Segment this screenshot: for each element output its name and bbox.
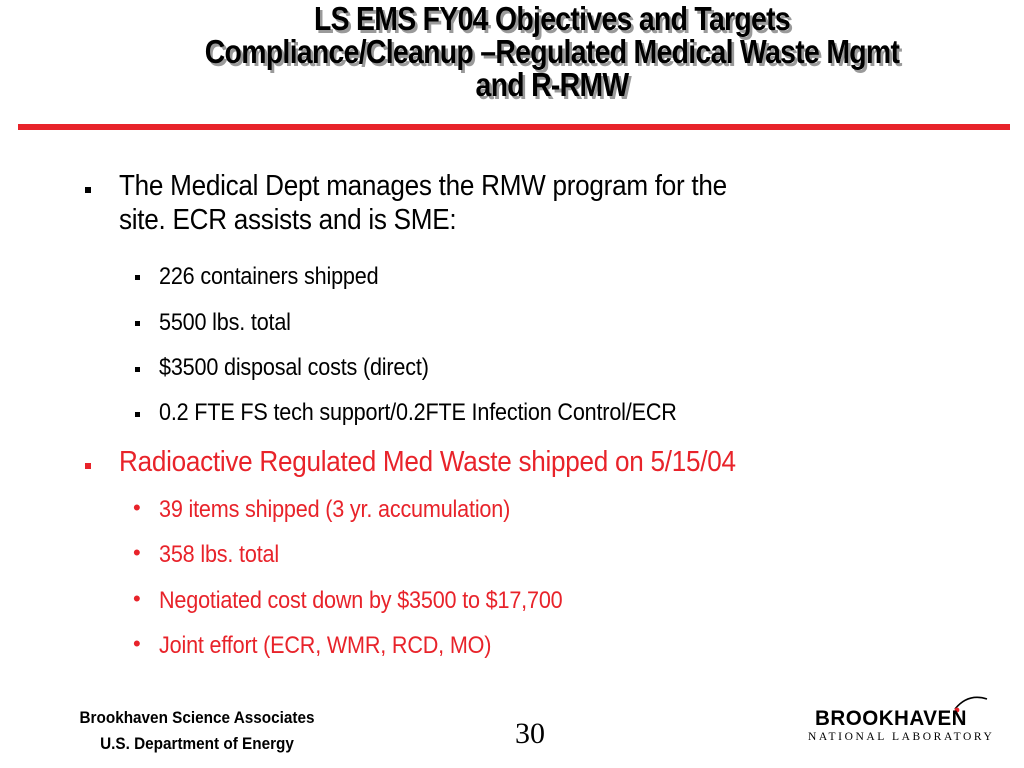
logo-name: BROOKHAVEN bbox=[815, 707, 968, 730]
page-number: 30 bbox=[515, 717, 545, 750]
dot-bullet-icon: • bbox=[133, 586, 141, 611]
bullet-text-line-1: Radioactive Regulated Med Waste shipped on 5/15/04 bbox=[119, 446, 736, 478]
bullet-text-line-2: site. ECR assists and is SME: bbox=[119, 203, 457, 236]
bullet-text-line-1: The Medical Dept manages the RMW program for the bbox=[119, 170, 727, 202]
sub-bullet-text: 0.2 FTE FS tech support/0.2FTE Infection Control/ECR bbox=[159, 399, 677, 426]
sub-bullet-text: 39 items shipped (3 yr. accumulation) bbox=[159, 496, 511, 523]
title-line-2: Compliance/Cleanup –Regulated Medical Waste Mgmt bbox=[204, 33, 900, 70]
square-bullet-icon bbox=[135, 367, 140, 372]
title-line-1: LS EMS FY04 Objectives and Targets bbox=[313, 0, 791, 37]
footer-organization bbox=[67, 705, 328, 757]
square-bullet-icon bbox=[135, 321, 140, 326]
sub-bullet-text: Joint effort (ECR, WMR, RCD, MO) bbox=[159, 632, 492, 659]
title-line-3: and R-RMW bbox=[475, 66, 629, 103]
dot-bullet-icon: • bbox=[133, 631, 141, 656]
logo-subtitle: NATIONAL LABORATORY bbox=[808, 731, 995, 743]
footer-org-line-2: U.S. Department of Energy bbox=[100, 734, 294, 753]
square-bullet-icon bbox=[135, 412, 140, 417]
square-bullet-icon bbox=[85, 187, 91, 193]
square-bullet-icon bbox=[85, 463, 91, 469]
sub-bullet-text: $3500 disposal costs (direct) bbox=[159, 354, 429, 381]
sub-bullet-text: 5500 lbs. total bbox=[159, 309, 291, 336]
dot-bullet-icon: • bbox=[133, 495, 141, 520]
dot-bullet-icon: • bbox=[133, 540, 141, 565]
sub-bullet-text: 358 lbs. total bbox=[159, 541, 279, 568]
sub-bullet-text: Negotiated cost down by $3500 to $17,700 bbox=[159, 587, 563, 614]
footer-org-line-1: Brookhaven Science Associates bbox=[79, 708, 315, 727]
sub-bullet-text: 226 containers shipped bbox=[159, 263, 379, 290]
brookhaven-logo bbox=[805, 695, 1010, 751]
square-bullet-icon bbox=[135, 275, 140, 280]
